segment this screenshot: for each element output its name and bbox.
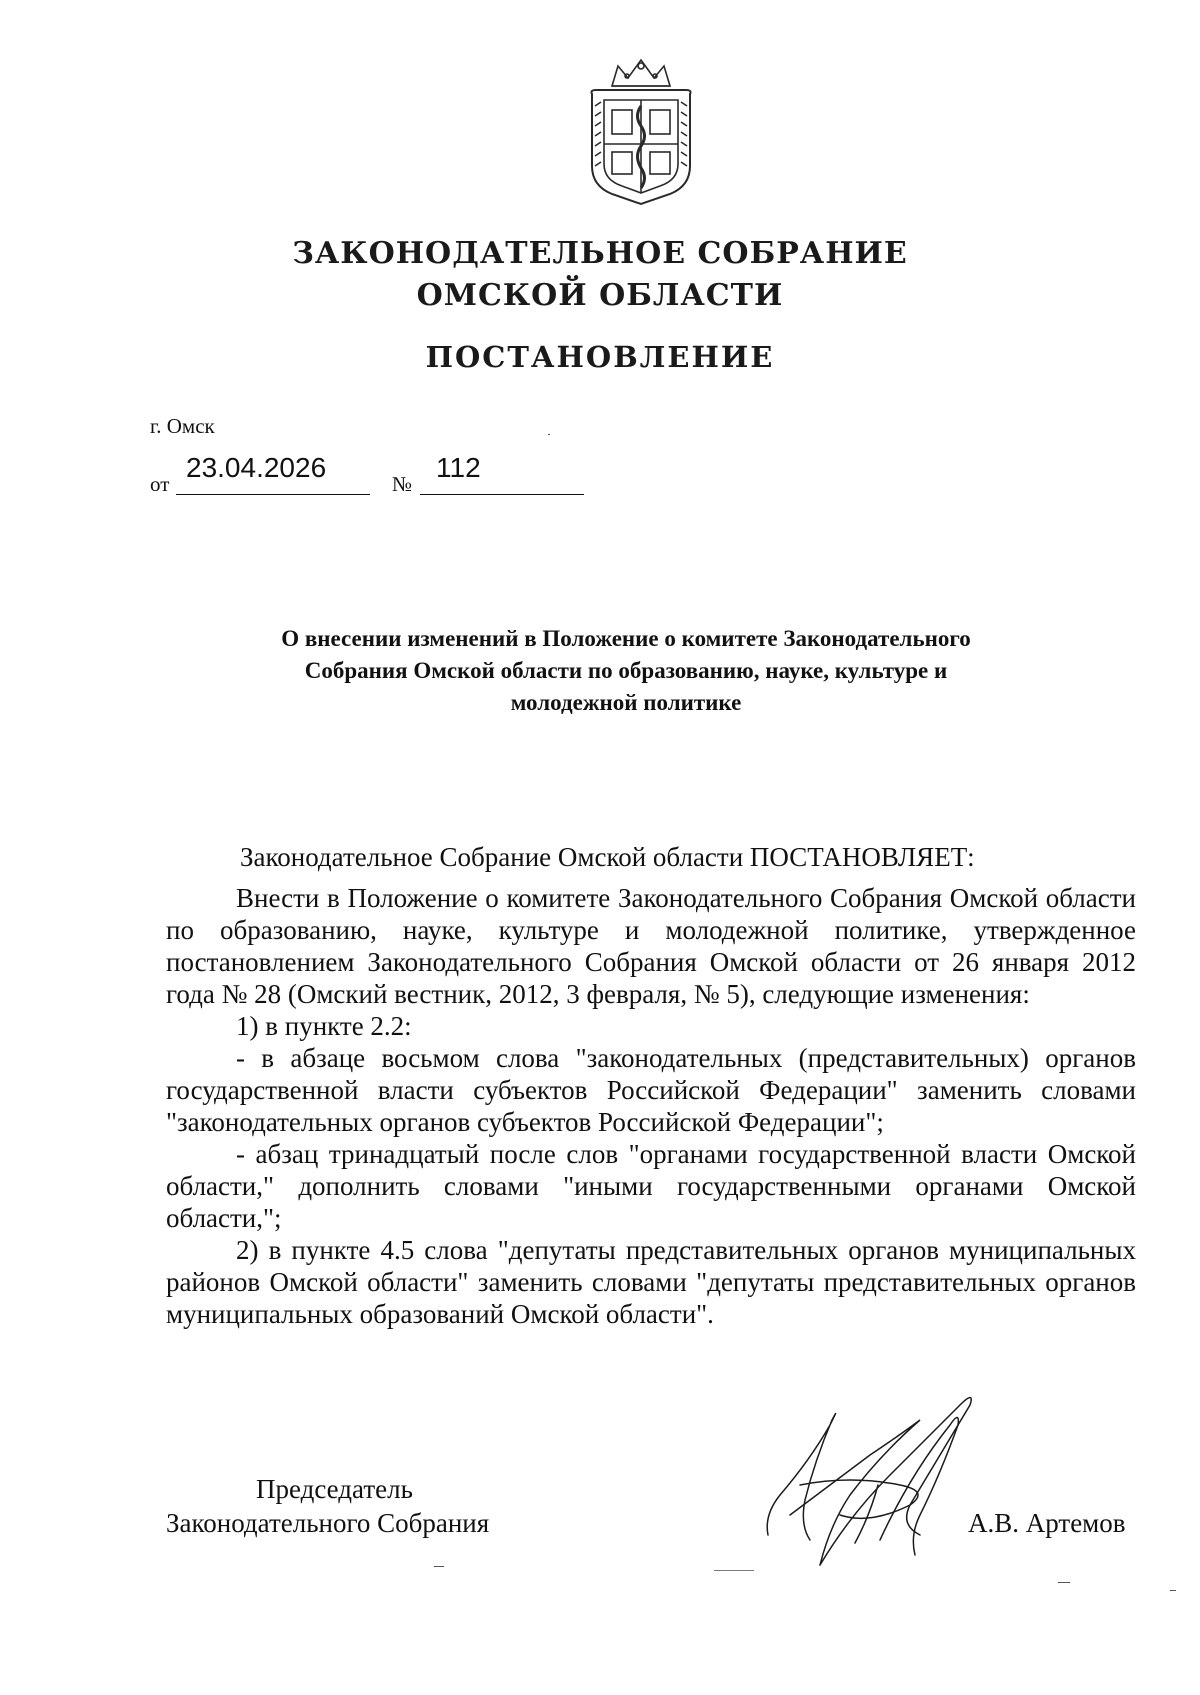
number-label: № [392, 472, 413, 496]
org-name-line1: ЗАКОНОДАТЕЛЬНОЕ СОБРАНИЕ [292, 236, 908, 271]
title-line: О внесении изменений в Положение о комитете Законодательного [281, 626, 971, 651]
preamble: Законодательное Собрание Омской области ПОСТАНОВЛЯЕТ: [240, 842, 975, 872]
document-body [166, 882, 1136, 1330]
title-line: молодежной политике [510, 690, 742, 715]
signer-position-line2: Законодательного Собрания [166, 1508, 490, 1538]
document-date: 23.04.2026 [186, 452, 327, 483]
signer-position-line1: Председатель [256, 1474, 413, 1504]
body-paragraph: - абзац тринадцатый после слов "органами государственной власти Омской области," дополнить словами "иными государственными органами Омской области,"; [166, 1139, 1136, 1233]
scan-speck [548, 434, 550, 435]
body-paragraph: Внести в Положение о комитете Законодательного Собрания Омской области по образованию, науке, культуре и молодежной политике, утвержденное постановлением Законодательного Собрания Омской области от 26 января 2012 года № 28 (Омский вестник, 2012, 3 февраля, № 5), следующие изменения: [166, 883, 1136, 1009]
body-paragraph: 2) в пункте 4.5 слова "депутаты представительных органов муниципальных районов Омской области" заменить словами "депутаты представительных органов муниципальных образований Омской области". [166, 1235, 1136, 1329]
title-line: Собрания Омской области по образованию, науке, культуре и [304, 658, 948, 683]
scan-speck [1058, 1582, 1070, 1583]
scan-speck [1170, 1590, 1176, 1591]
document-number: 112 [436, 452, 481, 483]
document-type: ПОСТАНОВЛЕНИЕ [425, 340, 775, 374]
date-underline [176, 494, 370, 495]
signer-name: А.В. Артемов [968, 1508, 1126, 1538]
number-underline [420, 494, 584, 495]
org-name-line2: ОМСКОЙ ОБЛАСТИ [416, 278, 784, 313]
date-label: от [150, 472, 170, 496]
handwritten-signature-icon [760, 1365, 1030, 1575]
scan-speck [434, 1566, 444, 1567]
omsk-coat-of-arms-icon [582, 56, 700, 206]
body-paragraph: 1) в пункте 2.2: [236, 1011, 412, 1041]
body-paragraph: - в абзаце восьмом слова "законодательных (представительных) органов государственной власти субъектов Российской Федерации" заменить словами "законодательных органов субъектов Российской Федерации"; [166, 1043, 1136, 1137]
city-label: г. Омск [150, 414, 215, 438]
scan-speck [714, 1570, 754, 1571]
document-title [200, 623, 1052, 719]
